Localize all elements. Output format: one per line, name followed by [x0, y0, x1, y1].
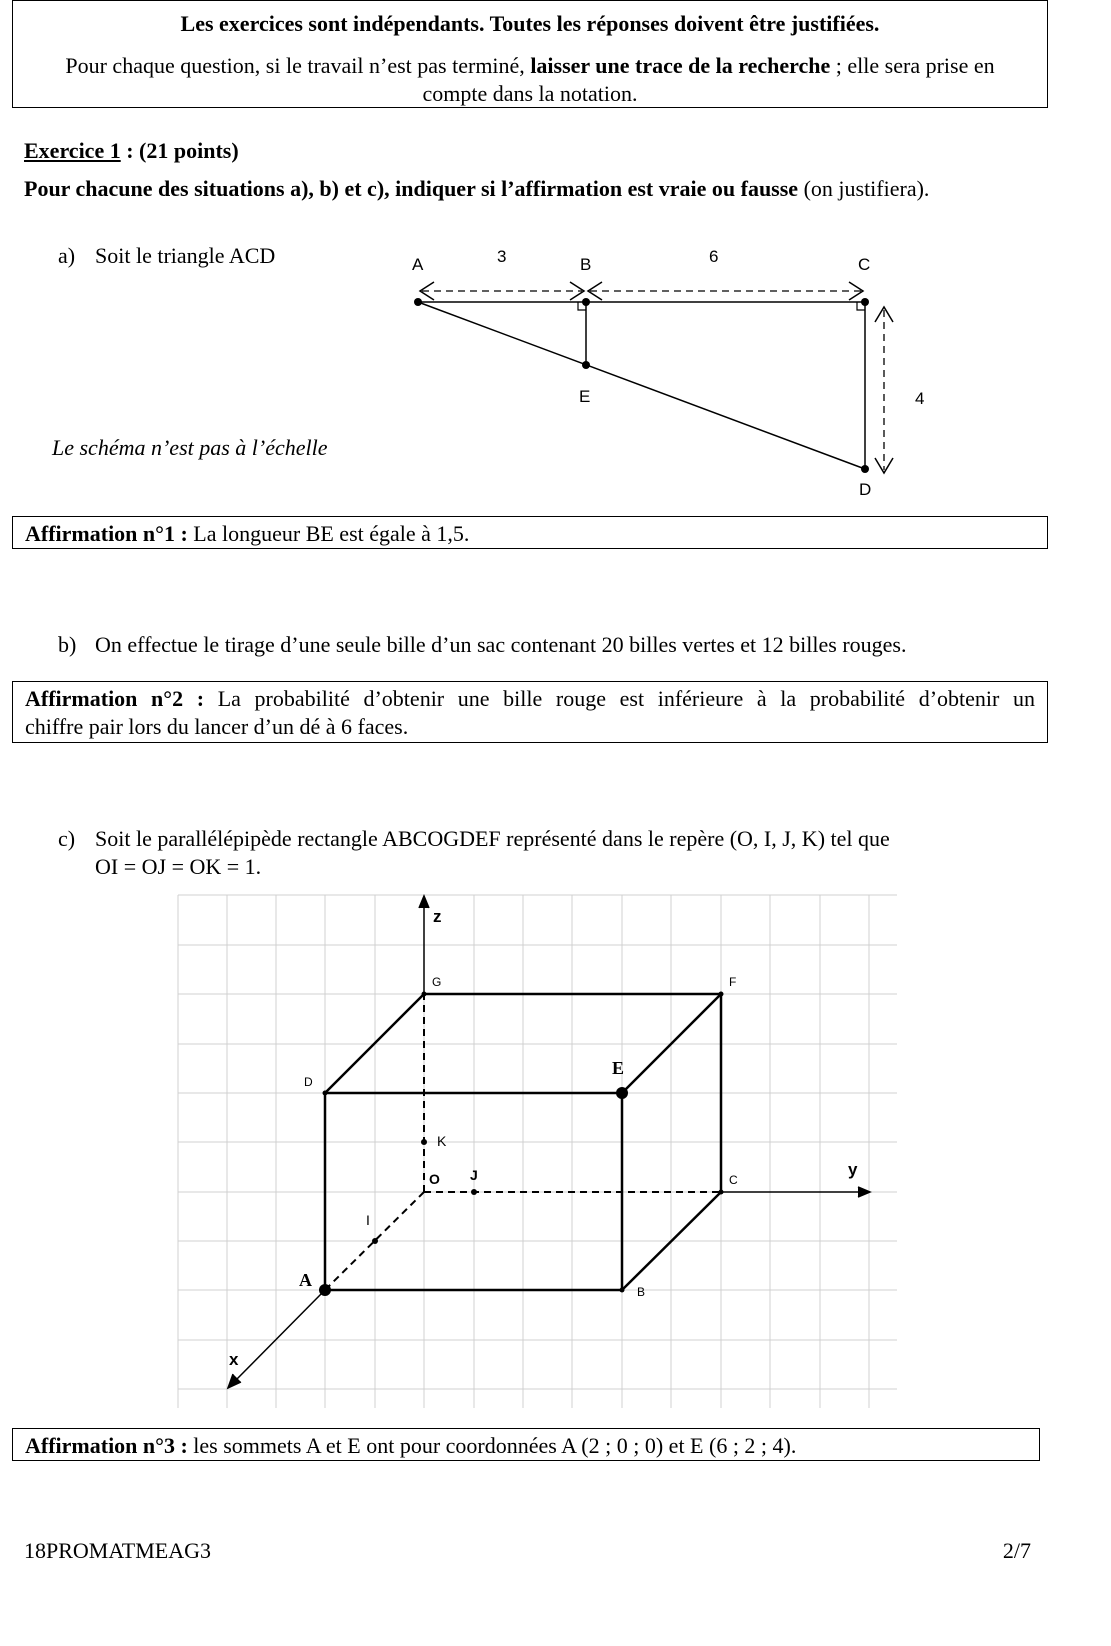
axis-y-arrow: [858, 1187, 870, 1197]
footer-code: 18PROMATMEAG3: [24, 1538, 212, 1563]
scale-note: Le schéma n’est pas à l’échelle: [52, 435, 328, 460]
label-G: G: [432, 975, 442, 989]
label-A: A: [299, 1270, 312, 1290]
point-G: [422, 992, 427, 997]
part-b-label: b): [58, 632, 77, 657]
exercise-instruction: Pour chacune des situations a), b) et c), indiquer si l’affirmation est vraie ou fausse (on justifiera).: [24, 176, 930, 201]
label-C: C: [858, 255, 871, 274]
dim-label-CD: 4: [915, 389, 925, 408]
instructions-line-3: compte dans la notation.: [422, 81, 638, 106]
axis-z-arrow: [419, 896, 429, 908]
label-E: E: [612, 1058, 625, 1078]
claim-1-box: Affirmation n°1 : La longueur BE est égale à 1,5.: [12, 516, 1048, 549]
claim-3-box: Affirmation n°3 : les sommets A et E ont pour coordonnées A (2 ; 0 ; 0) et E (6 ; 2 ; 4).: [12, 1428, 1040, 1461]
part-c-text-2: OI = OJ = OK = 1.: [95, 854, 262, 879]
dim-label-AB: 3: [497, 247, 507, 266]
point-I: [372, 1238, 378, 1244]
axis-x: [234, 1290, 325, 1382]
parallelepiped-figure: [170, 888, 905, 1413]
part-b-text: On effectue le tirage d’une seule bille d’un sac contenant 20 billes vertes et 12 billes rouges.: [95, 632, 907, 657]
label-y: y: [848, 1160, 858, 1179]
label-K: K: [437, 1133, 447, 1149]
point-D: [861, 465, 869, 473]
label-D: D: [304, 1075, 313, 1089]
label-J: J: [470, 1167, 478, 1183]
point-A: [414, 298, 422, 306]
segment-AD: [418, 302, 865, 469]
part-c-label: c): [58, 826, 76, 851]
label-B: B: [637, 1285, 646, 1299]
point-A: [319, 1284, 331, 1296]
instructions-box: [12, 0, 1048, 108]
claim-2-line-1: Affirmation n°2 : La probabilité d’obtenir une bille rouge est inférieure à la probabilité d’obtenir un: [25, 686, 1035, 711]
label-F: F: [729, 975, 737, 989]
point-D: [323, 1091, 328, 1096]
point-E: [582, 361, 590, 369]
claim-2-box: [12, 681, 1048, 743]
instructions-line-2: Pour chaque question, si le travail n’est pas terminé, laisser une trace de la recherche ; elle sera prise en: [65, 53, 995, 78]
claim-2-line-2: chiffre pair lors du lancer d’un dé à 6 faces.: [25, 714, 409, 739]
footer-page-number: 2/7: [1002, 1538, 1031, 1563]
label-O: O: [429, 1171, 440, 1187]
label-C: C: [729, 1173, 738, 1187]
grid: [178, 895, 897, 1408]
point-B: [582, 298, 590, 306]
instructions-line-1: Les exercices sont indépendants. Toutes les réponses doivent être justifiées.: [180, 11, 880, 36]
part-c-text-1: Soit le parallélépipède rectangle ABCOGDEF représenté dans le repère (O, I, J, K) tel que: [95, 826, 890, 851]
label-D: D: [859, 480, 872, 499]
point-E: [616, 1087, 628, 1099]
label-I: I: [366, 1212, 370, 1228]
point-J: [471, 1189, 477, 1195]
label-A: A: [412, 255, 424, 274]
point-F: [719, 992, 724, 997]
dim-label-BC: 6: [709, 247, 719, 266]
label-B: B: [580, 255, 592, 274]
label-z: z: [433, 907, 442, 926]
label-E: E: [579, 387, 591, 406]
part-a-text: Soit le triangle ACD: [95, 243, 276, 268]
triangle-figure: [380, 235, 960, 505]
point-C: [861, 298, 869, 306]
part-a-label: a): [58, 243, 76, 268]
point-K: [421, 1139, 427, 1145]
label-x: x: [229, 1350, 239, 1369]
point-B: [620, 1288, 625, 1293]
exercise-title: Exercice 1 : (21 points): [24, 138, 239, 163]
point-C: [719, 1190, 724, 1195]
